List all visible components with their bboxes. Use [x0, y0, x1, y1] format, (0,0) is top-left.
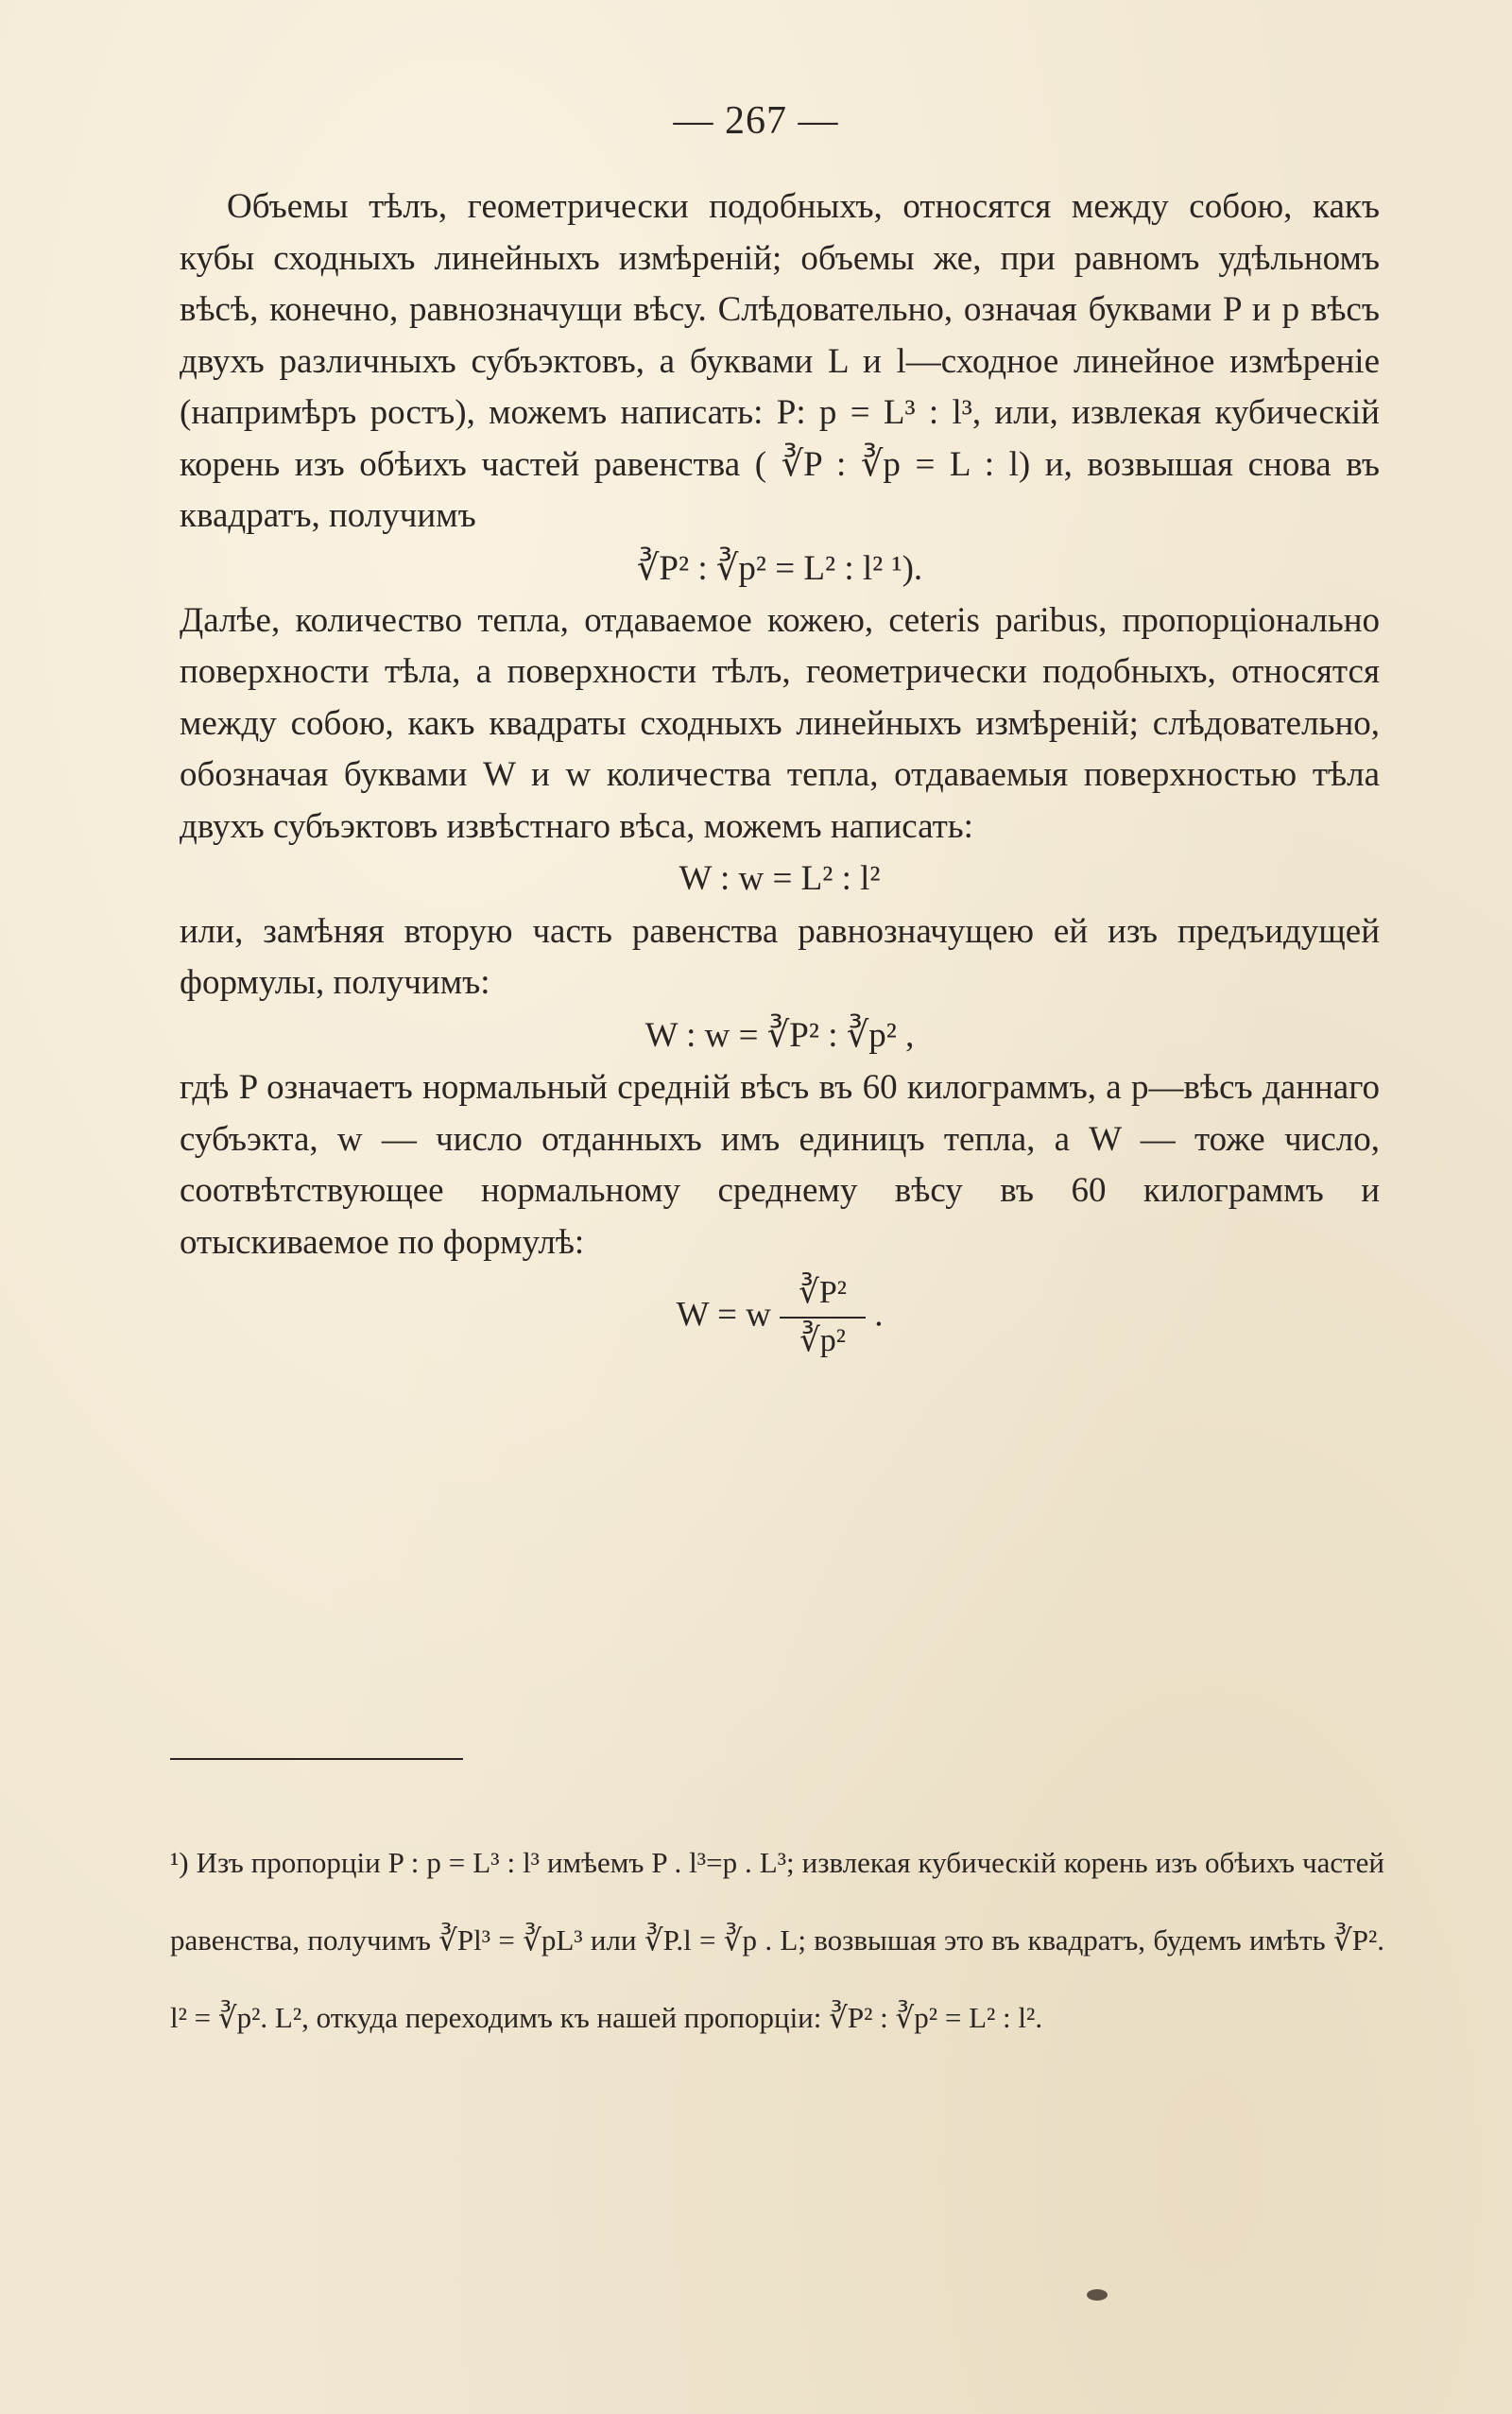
formula-4	[180, 1274, 1380, 1361]
formula-4-end: .	[874, 1295, 884, 1335]
body-text	[180, 181, 1380, 1367]
formula-4-denominator: ∛p²	[799, 1322, 846, 1358]
formula-4-fraction	[780, 1274, 866, 1361]
footnote-rule	[170, 1758, 463, 1760]
paragraph-2: Далѣе, количество тепла, отдаваемое кожею, ceteris paribus, пропорціонально поверхности тѣла, а поверхности тѣлъ, геометрически подобныхъ, относятся между собою, какъ квадраты сходныхъ линейныхъ измѣреній; слѣдовательно, обозначая буквами W и w количества тепла, отдаваемыя поверхностью тѣла двухъ субъэктовъ извѣстнаго вѣса, можемъ написать:	[180, 600, 1380, 846]
formula-1: ∛P² : ∛p² = L² : l² ¹).	[636, 548, 923, 588]
paragraph-1: Объемы тѣлъ, геометрически подобныхъ, относятся между собою, какъ кубы сходныхъ линейныхъ измѣреній; объемы же, при равномъ удѣльномъ вѣсѣ, конечно, равнозначущи вѣсу. Слѣдовательно, означая буквами P и p вѣсъ двухъ различныхъ субъэктовъ, а буквами L и l—сходное линейное измѣреніе (напримѣръ ростъ), можемъ написать: P: p = L³ : l³, или, извлекая кубическій корень изъ обѣихъ частей равенства ( ∛P : ∛p = L : l) и, возвышая снова въ квадратъ, получимъ	[180, 187, 1380, 535]
page-number: — 267 —	[673, 99, 839, 143]
formula-4-numerator: ∛P²	[780, 1274, 866, 1319]
paragraph-3: или, замѣняя вторую часть равенства равнозначущею ей изъ предъидущей формулы, получимъ:	[180, 911, 1380, 1003]
footnote	[170, 1824, 1384, 2057]
paragraph-4: гдѣ P означаетъ нормальный средній вѣсъ въ 60 килограммъ, а p—вѣсъ даннаго субъэкта, w — число отданныхъ имъ единицъ тепла, а W — тоже число, соотвѣтствующее нормальному среднему вѣсу въ 60 килограммъ и отыскиваемое по формулѣ:	[180, 1068, 1380, 1262]
formula-2: W : w = L² : l²	[679, 859, 881, 899]
formula-4-lhs: W = w	[676, 1295, 771, 1335]
formula-3: W : w = ∛P² : ∛p² ,	[644, 1015, 915, 1055]
ink-spot	[1087, 2289, 1108, 2301]
footnote-text: ¹) Изъ пропорціи P : p = L³ : l³ имѣемъ P . l³=p . L³; извлекая кубическій корень изъ обѣихъ частей равенства, получимъ ∛Pl³ = ∛pL³ или ∛P.l = ∛p . L; возвышая это въ квадратъ, будемъ имѣть ∛P². l² = ∛p². L², откуда переходимъ къ нашей пропорціи: ∛P² : ∛p² = L² : l².	[170, 1846, 1384, 2034]
